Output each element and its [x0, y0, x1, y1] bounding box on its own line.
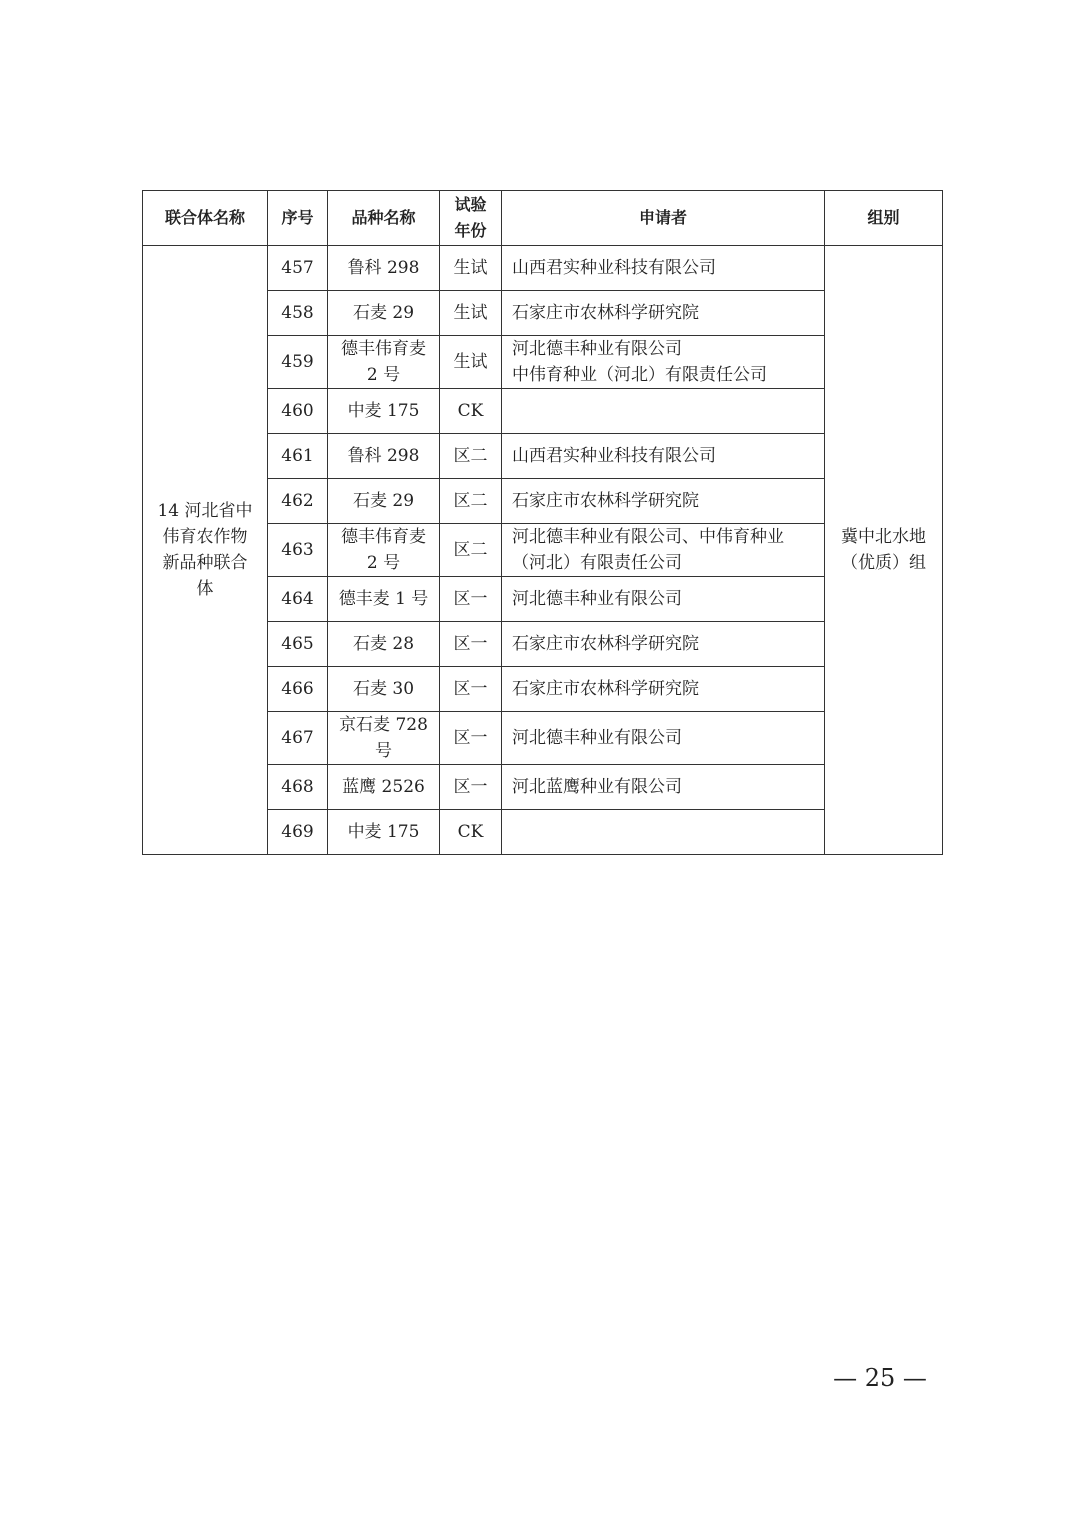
table-row	[143, 246, 943, 291]
trial-year-cell: CK	[440, 810, 502, 855]
trial-year-cell: 区二	[440, 524, 502, 577]
variety-cell	[328, 712, 440, 765]
table-body	[143, 246, 943, 855]
variety-cell	[328, 291, 440, 336]
variety-line: 2 号	[366, 365, 401, 385]
variety-line: 蓝鹰 2526	[342, 777, 425, 797]
trial-year-cell: 区一	[440, 577, 502, 622]
applicant-cell	[502, 712, 825, 765]
variety-cell	[328, 622, 440, 667]
variety-line: 德丰麦 1 号	[338, 589, 429, 609]
seq-cell: 463	[268, 524, 328, 577]
applicant-cell	[502, 577, 825, 622]
trial-year-cell: 区一	[440, 765, 502, 810]
applicant-line: （河北）有限责任公司	[512, 553, 682, 573]
applicant-cell	[502, 434, 825, 479]
applicant-line: 中伟育种业（河北）有限责任公司	[512, 365, 767, 385]
seq-cell: 464	[268, 577, 328, 622]
variety-trial-table	[142, 190, 943, 855]
group-line: 冀中北水地	[841, 527, 926, 547]
alliance-name-line: 伟育农作物	[162, 527, 248, 547]
alliance-name-line: 14 河北省中	[157, 501, 253, 521]
seq-cell: 466	[268, 667, 328, 712]
variety-cell	[328, 524, 440, 577]
header-applicant: 申请者	[502, 191, 825, 246]
applicant-line: 石家庄市农林科学研究院	[512, 491, 699, 511]
header-seq: 序号	[268, 191, 328, 246]
group-line: （优质）组	[841, 553, 926, 573]
applicant-line: 石家庄市农林科学研究院	[512, 679, 699, 699]
trial-year-cell: 区一	[440, 712, 502, 765]
alliance-name-cell	[143, 246, 268, 855]
applicant-line: 山西君实种业科技有限公司	[512, 446, 716, 466]
seq-cell: 465	[268, 622, 328, 667]
applicant-cell	[502, 291, 825, 336]
applicant-cell	[502, 765, 825, 810]
header-trial-year-line1: 试验	[454, 195, 487, 214]
header-alliance: 联合体名称	[143, 191, 268, 246]
seq-cell: 469	[268, 810, 328, 855]
variety-line: 号	[375, 741, 392, 761]
applicant-line: 河北德丰种业有限公司、中伟育种业	[512, 527, 784, 547]
variety-cell	[328, 336, 440, 389]
seq-cell: 468	[268, 765, 328, 810]
variety-cell	[328, 667, 440, 712]
variety-cell	[328, 577, 440, 622]
applicant-cell	[502, 524, 825, 577]
trial-year-cell: 区一	[440, 622, 502, 667]
variety-line: 德丰伟育麦	[341, 527, 426, 547]
trial-year-cell: 区一	[440, 667, 502, 712]
seq-cell: 461	[268, 434, 328, 479]
applicant-cell	[502, 336, 825, 389]
page-number: — 25 —	[833, 1364, 927, 1392]
trial-year-cell: 生试	[440, 336, 502, 389]
seq-cell: 458	[268, 291, 328, 336]
variety-line: 德丰伟育麦	[341, 339, 426, 359]
variety-line: 石麦 28	[352, 634, 415, 654]
group-cell	[825, 246, 943, 855]
applicant-cell	[502, 622, 825, 667]
variety-line: 中麦 175	[347, 822, 420, 842]
variety-cell	[328, 246, 440, 291]
variety-cell	[328, 479, 440, 524]
seq-cell: 462	[268, 479, 328, 524]
variety-line: 石麦 29	[352, 303, 415, 323]
trial-year-cell: 区二	[440, 434, 502, 479]
variety-line: 石麦 29	[352, 491, 415, 511]
variety-line: 鲁科 298	[347, 258, 420, 278]
header-trial-year	[440, 191, 502, 246]
variety-line: 京石麦 728	[339, 715, 428, 735]
variety-cell	[328, 434, 440, 479]
seq-cell: 460	[268, 389, 328, 434]
seq-cell: 467	[268, 712, 328, 765]
variety-line: 鲁科 298	[347, 446, 420, 466]
trial-year-cell: 生试	[440, 246, 502, 291]
header-trial-year-line2: 年份	[454, 221, 487, 240]
variety-line: 2 号	[366, 553, 401, 573]
applicant-cell	[502, 246, 825, 291]
applicant-line: 石家庄市农林科学研究院	[512, 634, 699, 654]
applicant-cell	[502, 389, 825, 434]
applicant-line: 石家庄市农林科学研究院	[512, 303, 699, 323]
variety-cell	[328, 810, 440, 855]
applicant-line: 河北德丰种业有限公司	[512, 728, 682, 748]
applicant-cell	[502, 479, 825, 524]
applicant-cell	[502, 667, 825, 712]
trial-year-cell: CK	[440, 389, 502, 434]
seq-cell: 459	[268, 336, 328, 389]
applicant-line: 河北蓝鹰种业有限公司	[512, 777, 682, 797]
trial-year-cell: 区二	[440, 479, 502, 524]
applicant-cell	[502, 810, 825, 855]
trial-year-cell: 生试	[440, 291, 502, 336]
alliance-name-line: 新品种联合	[162, 553, 248, 573]
seq-cell: 457	[268, 246, 328, 291]
table-header-row	[143, 191, 943, 246]
alliance-name-line: 体	[196, 579, 214, 599]
applicant-line: 河北德丰种业有限公司	[512, 589, 682, 609]
applicant-line: 山西君实种业科技有限公司	[512, 258, 716, 278]
variety-line: 中麦 175	[347, 401, 420, 421]
variety-cell	[328, 765, 440, 810]
header-variety: 品种名称	[328, 191, 440, 246]
header-group: 组别	[825, 191, 943, 246]
applicant-line: 河北德丰种业有限公司	[512, 339, 682, 359]
variety-line: 石麦 30	[352, 679, 415, 699]
variety-cell	[328, 389, 440, 434]
